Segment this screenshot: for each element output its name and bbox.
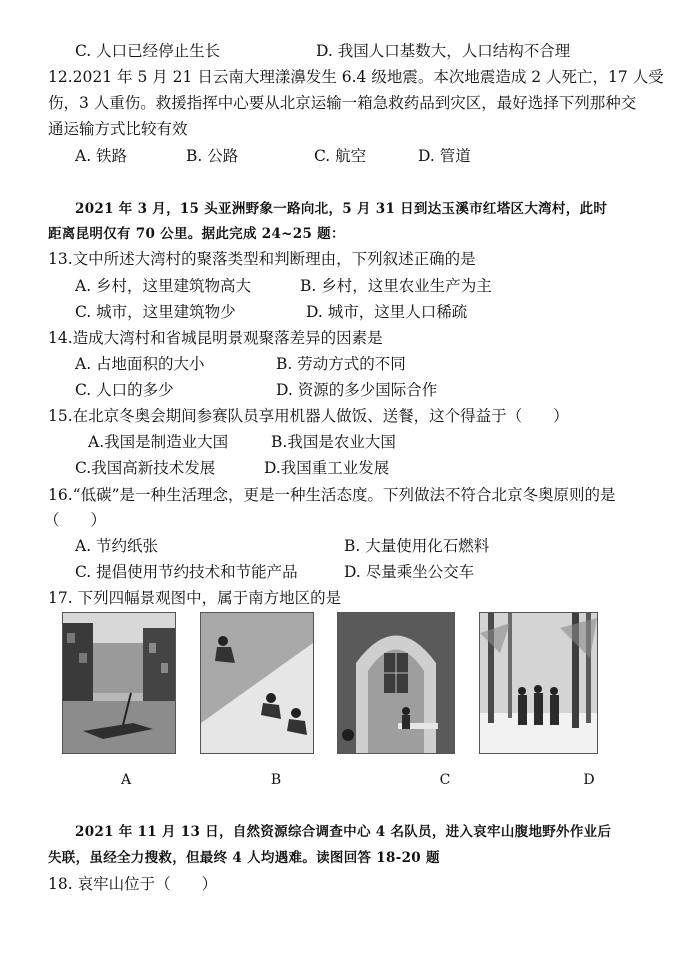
q11-option-d: D. 我国人口基数大，人口结构不合理 [316, 42, 571, 60]
q16-option-b: B. 大量使用化石燃料 [344, 537, 490, 555]
q14-option-b: B. 劳动方式的不同 [276, 355, 406, 373]
q13-option-d: D. 城市，这里人口稀疏 [306, 303, 468, 321]
landscape-photo-a [62, 612, 176, 754]
q12-option-d: D. 管道 [418, 147, 471, 165]
landscape-photo-c [337, 612, 455, 754]
passage1-line2: 距离昆明仅有 70 公里。据此完成 24~25 题： [48, 226, 345, 242]
caption-d: D [583, 772, 595, 788]
q16-stem-line1: 16.“低碳”是一种生活理念，更是一种生活态度。下列做法不符合北京冬奥原则的是 [48, 486, 616, 504]
q15-option-a: A.我国是制造业大国 [88, 433, 229, 451]
q16-option-d: D. 尽量乘坐公交车 [344, 563, 475, 581]
q12-option-c: C. 航空 [314, 147, 367, 165]
q13-option-c: C. 城市，这里建筑物少 [75, 303, 236, 321]
q15-stem: 15.在北京冬奥会期间参赛队员享用机器人做饭、送餐，这个得益于（ ） [48, 407, 569, 425]
q12-stem-line2: 伤，3 人重伤。救援指挥中心要从北京运输一箱急救药品到灾区，最好选择下列那种交 [48, 94, 637, 112]
caption-a: A [120, 772, 132, 788]
q14-option-a: A. 占地面积的大小 [75, 355, 205, 373]
caption-c: C [439, 772, 451, 788]
q16-option-a: A. 节约纸张 [75, 537, 159, 555]
q12-option-a: A. 铁路 [75, 147, 128, 165]
q17-stem: 17. 下列四幅景观图中，属于南方地区的是 [48, 589, 342, 607]
passage2-line2: 失联，虽经全力搜救，但最终 4 人均遇难。读图回答 18-20 题 [48, 850, 440, 866]
q16-stem-line2: （ ） [44, 511, 107, 529]
q18-stem: 18. 哀牢山位于（ ） [48, 875, 218, 893]
q11-option-c: C. 人口已经停止生长 [75, 42, 221, 60]
q12-stem-line1: 12.2021 年 5 月 21 日云南大理漾濞发生 6.4 级地震。本次地震造成 2 人死亡，17 人受 [48, 68, 664, 86]
q12-option-b: B. 公路 [186, 147, 239, 165]
q14-stem: 14.造成大湾村和省城昆明景观聚落差异的因素是 [48, 329, 383, 347]
passage2-line1: 2021 年 11 月 13 日，自然资源综合调查中心 4 名队员，进入哀牢山腹地野外作业后 [75, 824, 612, 840]
landscape-photo-b [200, 612, 314, 754]
q15-option-c: C.我国高新技术发展 [75, 459, 216, 477]
q14-option-d: D. 资源的多少国际合作 [276, 381, 438, 399]
q12-stem-line3: 通运输方式比较有效 [48, 120, 188, 138]
q14-option-c: C. 人口的多少 [75, 381, 174, 399]
q13-stem: 13.文中所述大湾村的聚落类型和判断理由，下列叙述正确的是 [48, 250, 476, 268]
q15-option-d: D.我国重工业发展 [264, 459, 390, 477]
landscape-photo-d [479, 612, 598, 754]
q15-option-b: B.我国是农业大国 [271, 433, 396, 451]
caption-b: B [270, 772, 282, 788]
q13-option-b: B. 乡村，这里农业生产为主 [300, 277, 492, 295]
q13-option-a: A. 乡村，这里建筑物高大 [75, 277, 252, 295]
passage1-line1: 2021 年 3 月，15 头亚洲野象一路向北，5 月 31 日到达玉溪市红塔区大湾村，此时 [75, 201, 608, 217]
q16-option-c: C. 提倡使用节约技术和节能产品 [75, 563, 298, 581]
